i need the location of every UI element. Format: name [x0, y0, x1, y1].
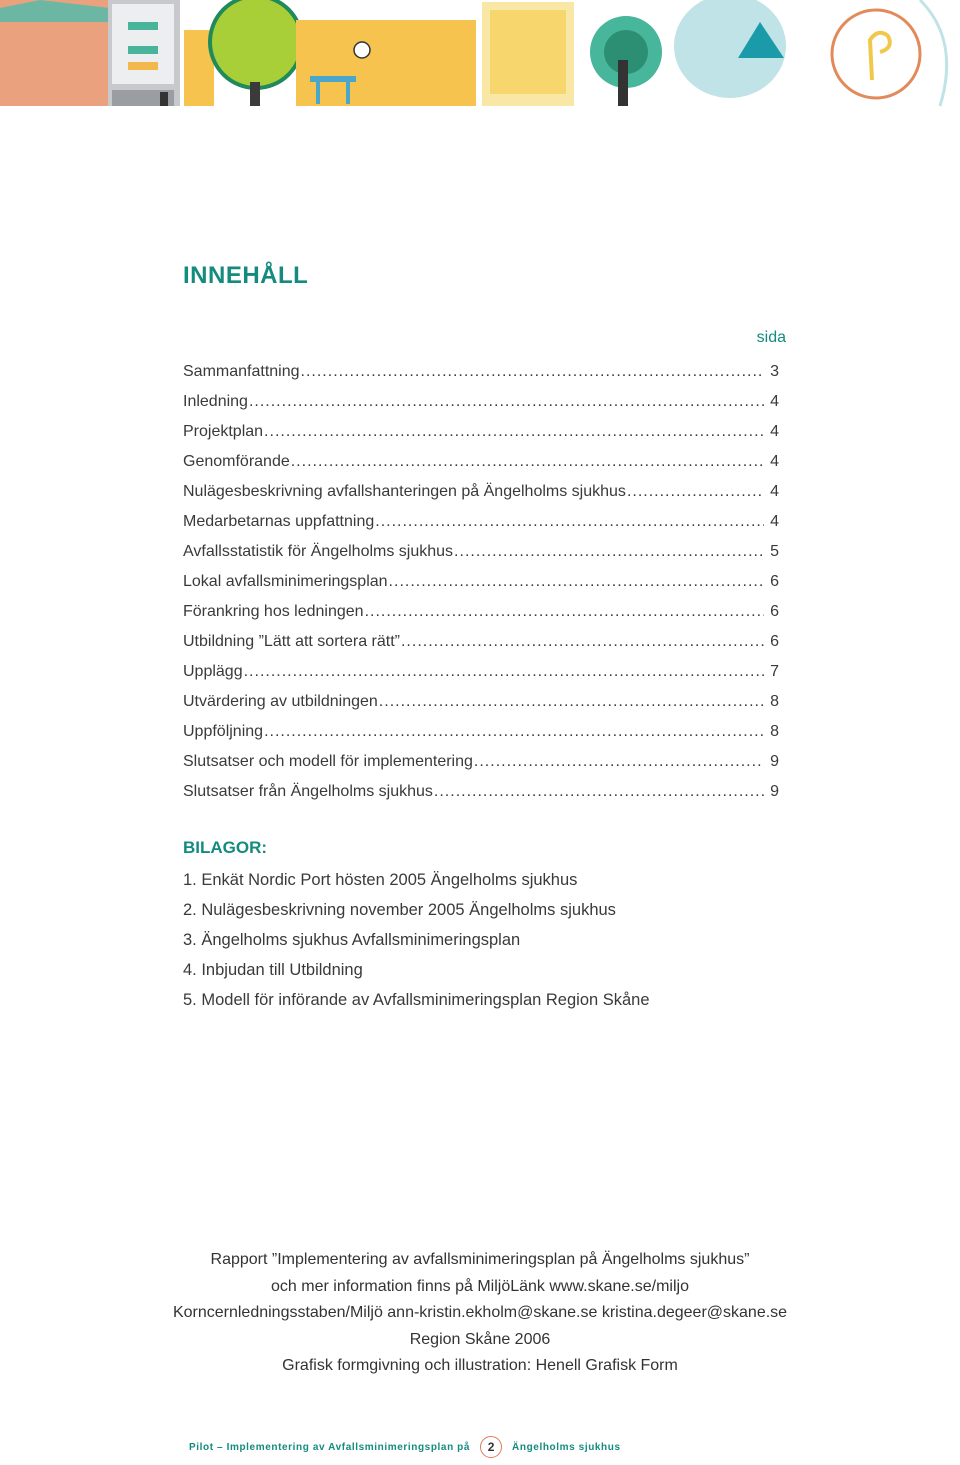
credits-line: Korncernledningsstaben/Miljö ann-kristin.ekholm@skane.se kristina.degeer@skane.se: [172, 1304, 788, 1321]
toc-entry[interactable]: Sammanfattning ..... 3: [183, 357, 779, 387]
toc-entry[interactable]: Utbildning ”Lätt att sortera rätt” ..... 6: [183, 627, 779, 657]
page-footer: [189, 1434, 621, 1460]
appendices-title: BILAGOR:: [183, 838, 268, 857]
toc-entry[interactable]: Medarbetarnas uppfattning ..... 4: [183, 507, 779, 537]
toc-entry[interactable]: Inledning ..... 4: [183, 387, 779, 417]
credits-block: [0, 1247, 960, 1380]
footer-right-text: Ängelholms sjukhus: [512, 1441, 621, 1453]
credits-line: Grafisk formgivning och illustration: Henell Grafisk Form: [282, 1357, 678, 1374]
credits-line: Rapport ”Implementering av avfallsminimeringsplan på Ängelholms sjukhus”: [210, 1251, 750, 1268]
appendices-list: [183, 865, 650, 1015]
appendix-item: 1. Enkät Nordic Port hösten 2005 Ängelholms sjukhus: [183, 871, 578, 889]
toc-entry[interactable]: Slutsatser från Ängelholms sjukhus ..... 9: [183, 777, 779, 807]
appendix-item: 3. Ängelholms sjukhus Avfallsminimeringsplan: [183, 931, 521, 949]
toc-entry[interactable]: Utvärdering av utbildningen ..... 8: [183, 687, 779, 717]
credits-line: Region Skåne 2006: [409, 1330, 551, 1348]
toc-entry[interactable]: Avfallsstatistik för Ängelholms sjukhus ..... 5: [183, 537, 779, 567]
toc-entry[interactable]: Lokal avfallsminimeringsplan ..... 6: [183, 567, 779, 597]
toc-entry[interactable]: Genomförande ..... 4: [183, 447, 779, 477]
credits-line: och mer information finns på MiljöLänk www.skane.se/miljo: [271, 1277, 689, 1295]
header-illustration: [0, 0, 960, 108]
appendix-item: 2. Nulägesbeskrivning november 2005 Ängelholms sjukhus: [183, 901, 616, 919]
toc-entry[interactable]: Projektplan ..... 4: [183, 417, 779, 447]
toc-entry[interactable]: Nulägesbeskrivning avfallshanteringen på Ängelholms sjukhus ..... 4: [183, 477, 779, 507]
toc-entry[interactable]: Uppföljning ..... 8: [183, 717, 779, 747]
table-of-contents: [183, 357, 779, 807]
toc-entry[interactable]: Förankring hos ledningen ..... 6: [183, 597, 779, 627]
toc-entry[interactable]: Slutsatser och modell för implementering ..... 9: [183, 747, 779, 777]
page-number: 2: [480, 1436, 502, 1458]
toc-entry[interactable]: Upplägg ..... 7: [183, 657, 779, 687]
toc-title: INNEHÅLL: [183, 262, 309, 289]
footer-left-text: Pilot – Implementering av Avfallsminimeringsplan på: [189, 1441, 471, 1453]
appendix-item: 5. Modell för införande av Avfallsminimeringsplan Region Skåne: [183, 991, 650, 1009]
page-column-header: sida: [756, 329, 786, 346]
appendix-item: 4. Inbjudan till Utbildning: [183, 961, 363, 979]
